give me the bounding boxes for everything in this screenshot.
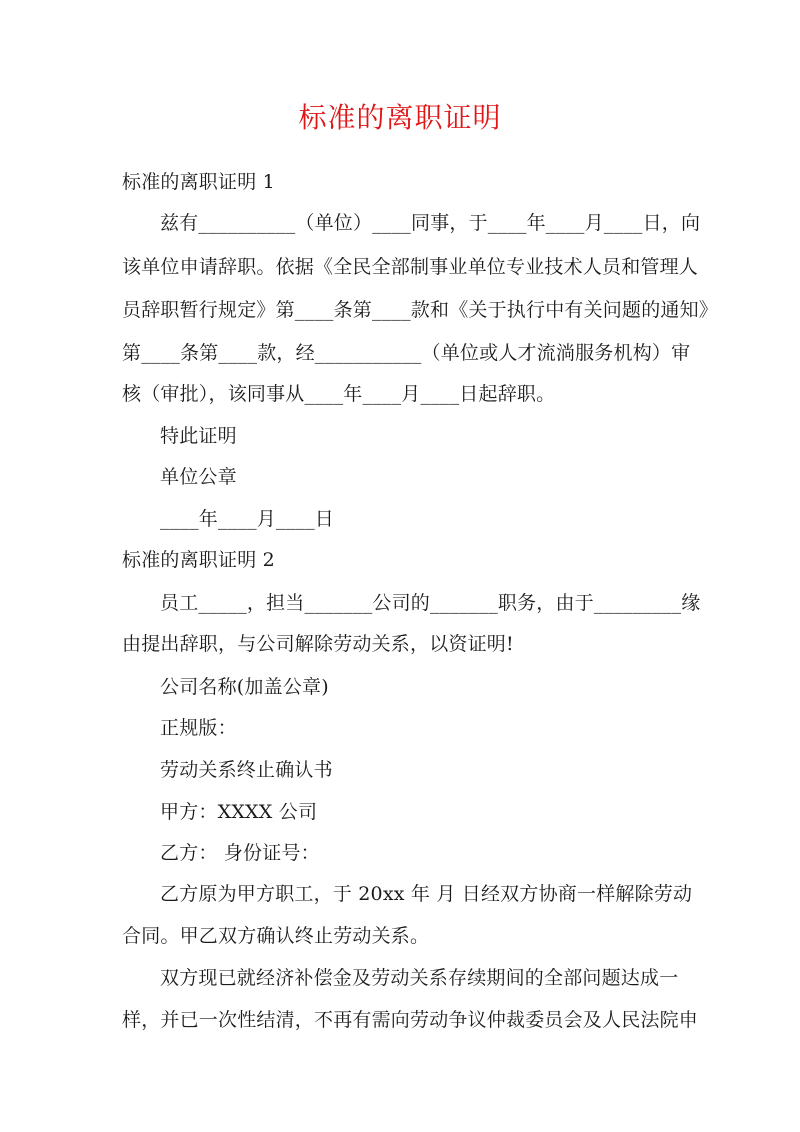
company-seal-line: 单位公章	[160, 466, 237, 488]
document-title: 标准的离职证明	[298, 101, 502, 134]
paragraph-line: 兹有__________（单位）____同事，于____年____月____日，向	[160, 212, 701, 234]
paragraph-line: 乙方原为甲方职工，于 20xx 年 月 日经双方协商一样解除劳动	[160, 883, 693, 905]
party-b-line: 乙方： 身份证号：	[160, 842, 320, 864]
section-heading-1: 标准的离职证明 1	[122, 171, 275, 193]
paragraph-line: 由提出辞职，与公司解除劳动关系，以资证明!	[122, 633, 514, 655]
paragraph-line: 核（审批），该同事从____年____月____日起辞职。	[122, 383, 556, 405]
party-a-line: 甲方：XXXX 公司	[160, 801, 318, 823]
confirmation-title-line: 劳动关系终止确认书	[160, 759, 333, 781]
company-name-line: 公司名称(加盖公章)	[160, 676, 329, 698]
paragraph-line: 该单位申请辞职。依据《全民全部制事业单位专业技术人员和管理人	[122, 256, 699, 278]
paragraph-line: 样，并已一次性结清，不再有需向劳动争议仲裁委员会及人民法院申	[122, 1009, 699, 1031]
paragraph-line: 第____条第____款，经___________（单位或人才流淌服务机构）审	[122, 342, 691, 364]
date-line: ____年____月____日	[160, 508, 335, 530]
certification-line: 特此证明	[160, 425, 237, 447]
formal-version-line: 正规版：	[160, 717, 237, 739]
paragraph-line: 员工_____，担当_______公司的_______职务，由于_________缘	[160, 592, 701, 614]
paragraph-line: 合同。甲乙双方确认终止劳动关系。	[122, 925, 430, 947]
section-heading-2: 标准的离职证明 2	[122, 549, 275, 571]
paragraph-line: 双方现已就经济补偿金及劳动关系存续期间的全部问题达成一	[160, 967, 679, 989]
paragraph-line: 员辞职暂行规定》第____条第____款和《关于执行中有关问题的通知》	[122, 299, 719, 321]
